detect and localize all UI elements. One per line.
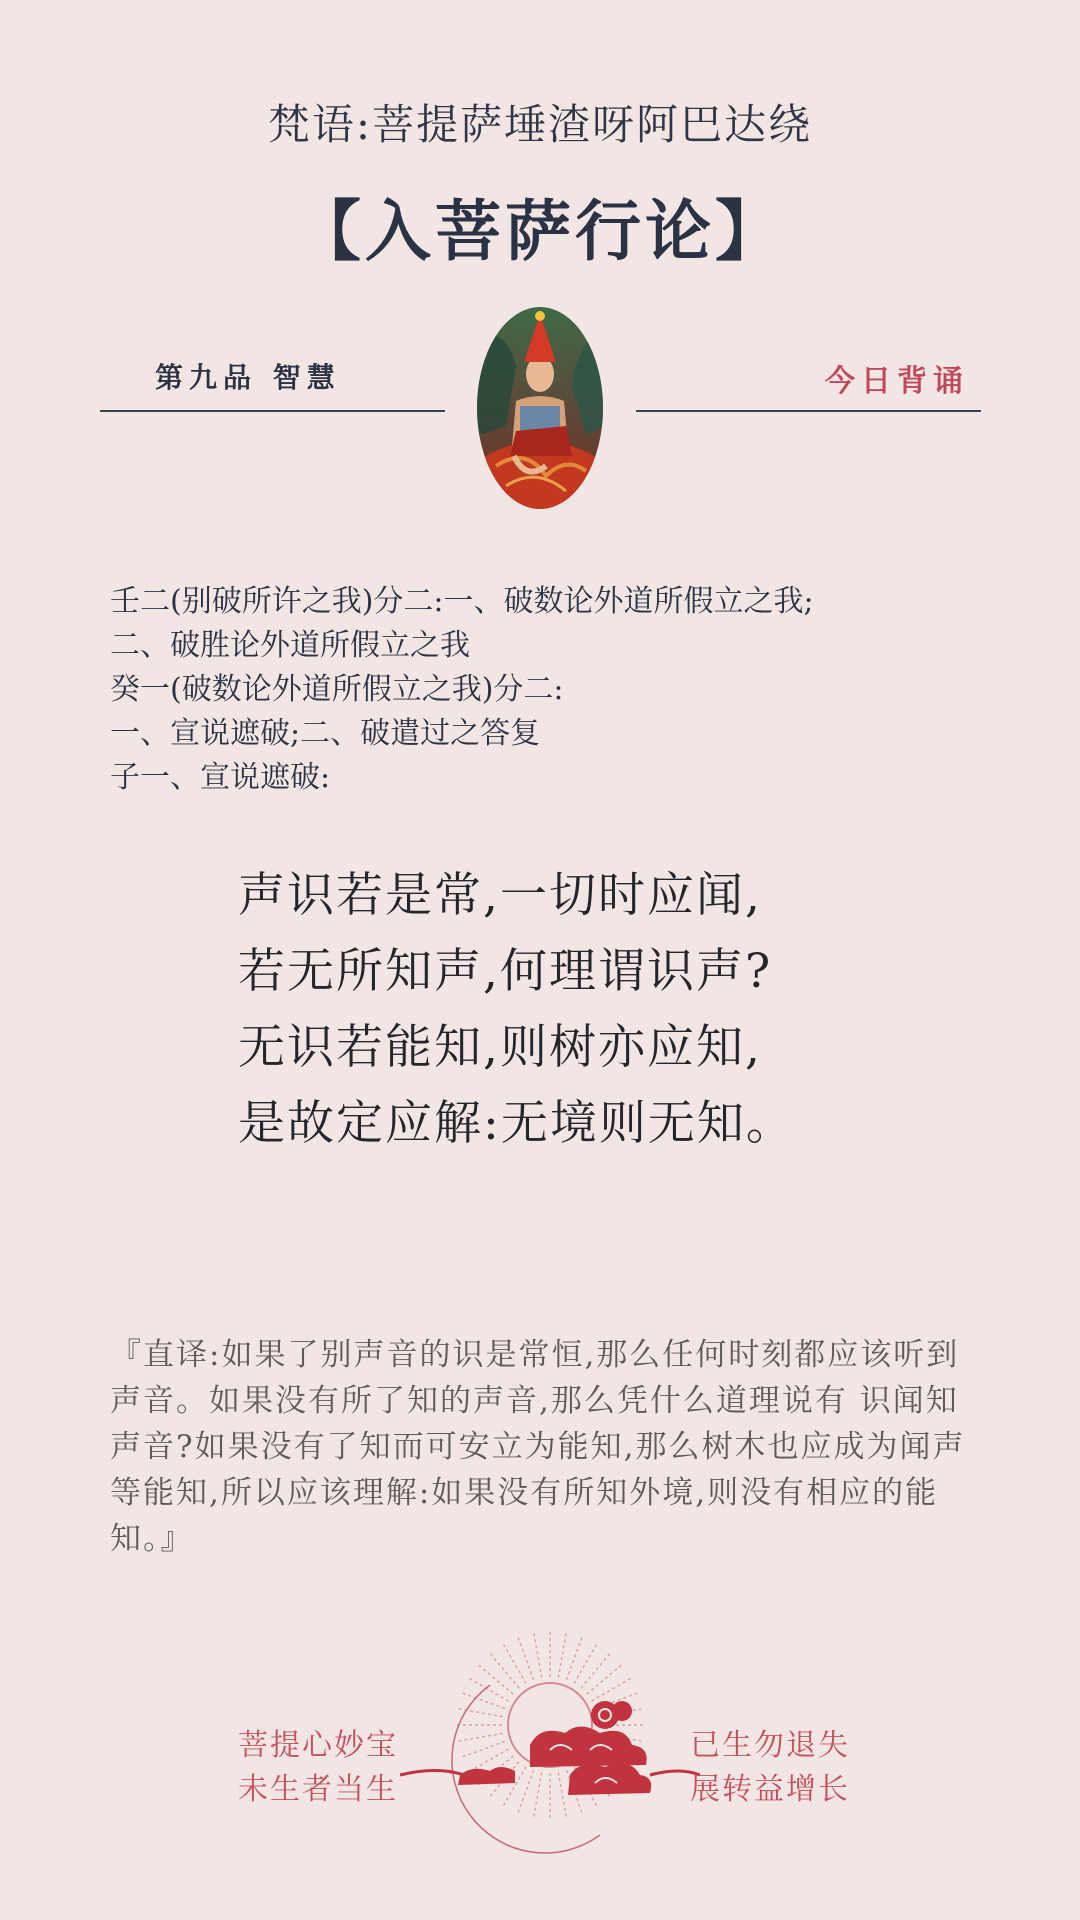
outline-line: 癸一(破数论外道所假立之我)分二: [110, 672, 564, 707]
outline-text [110, 580, 990, 800]
sanskrit-title: 梵语:菩提萨埵渣呀阿巴达绕 [267, 100, 813, 149]
chapter-label: 第九品 智慧 [155, 361, 341, 394]
shantideva-portrait [476, 306, 604, 510]
motto-left [238, 1724, 398, 1812]
outline-line: 二、破胜论外道所假立之我 [110, 628, 470, 663]
outline-line: 子一、宣说遮破: [110, 760, 331, 795]
verse-block [238, 858, 795, 1162]
verse-line: 是故定应解:无境则无知。 [238, 1096, 795, 1151]
book-title: 【入菩萨行论】 [295, 192, 785, 270]
motto-line: 未生者当生 [238, 1772, 398, 1807]
divider-right [636, 410, 981, 412]
motto-line: 已生勿退失 [690, 1728, 850, 1763]
translation-text: 『直译:如果了别声音的识是常恒,那么任何时刻都应该听到声音。如果没有所了知的声音,那么凭什么道理说有 识闻知声音?如果没有了知而可安立为能知,那么树木也应成为闻声等能知,所以应该理解:如果没有所知外境,则没有相应的能知。』 [110, 1337, 966, 1557]
divider-left [100, 410, 445, 412]
outline-line: 壬二(别破所许之我)分二:一、破数论外道所假立之我; [110, 584, 814, 619]
verse-line: 若无所知声,何理谓识声? [238, 944, 773, 999]
motto-line: 展转益增长 [690, 1772, 850, 1807]
verse-line: 无识若能知,则树亦应知, [238, 1020, 762, 1075]
verse-line: 声识若是常,一切时应闻, [238, 868, 762, 923]
today-recite-label: 今日背诵 [825, 364, 969, 399]
motto-right [690, 1724, 850, 1812]
sun-cloud-emblem [400, 1625, 700, 1855]
outline-line: 一、宣说遮破;二、破遣过之答复 [110, 716, 541, 751]
motto-line: 菩提心妙宝 [238, 1728, 398, 1763]
